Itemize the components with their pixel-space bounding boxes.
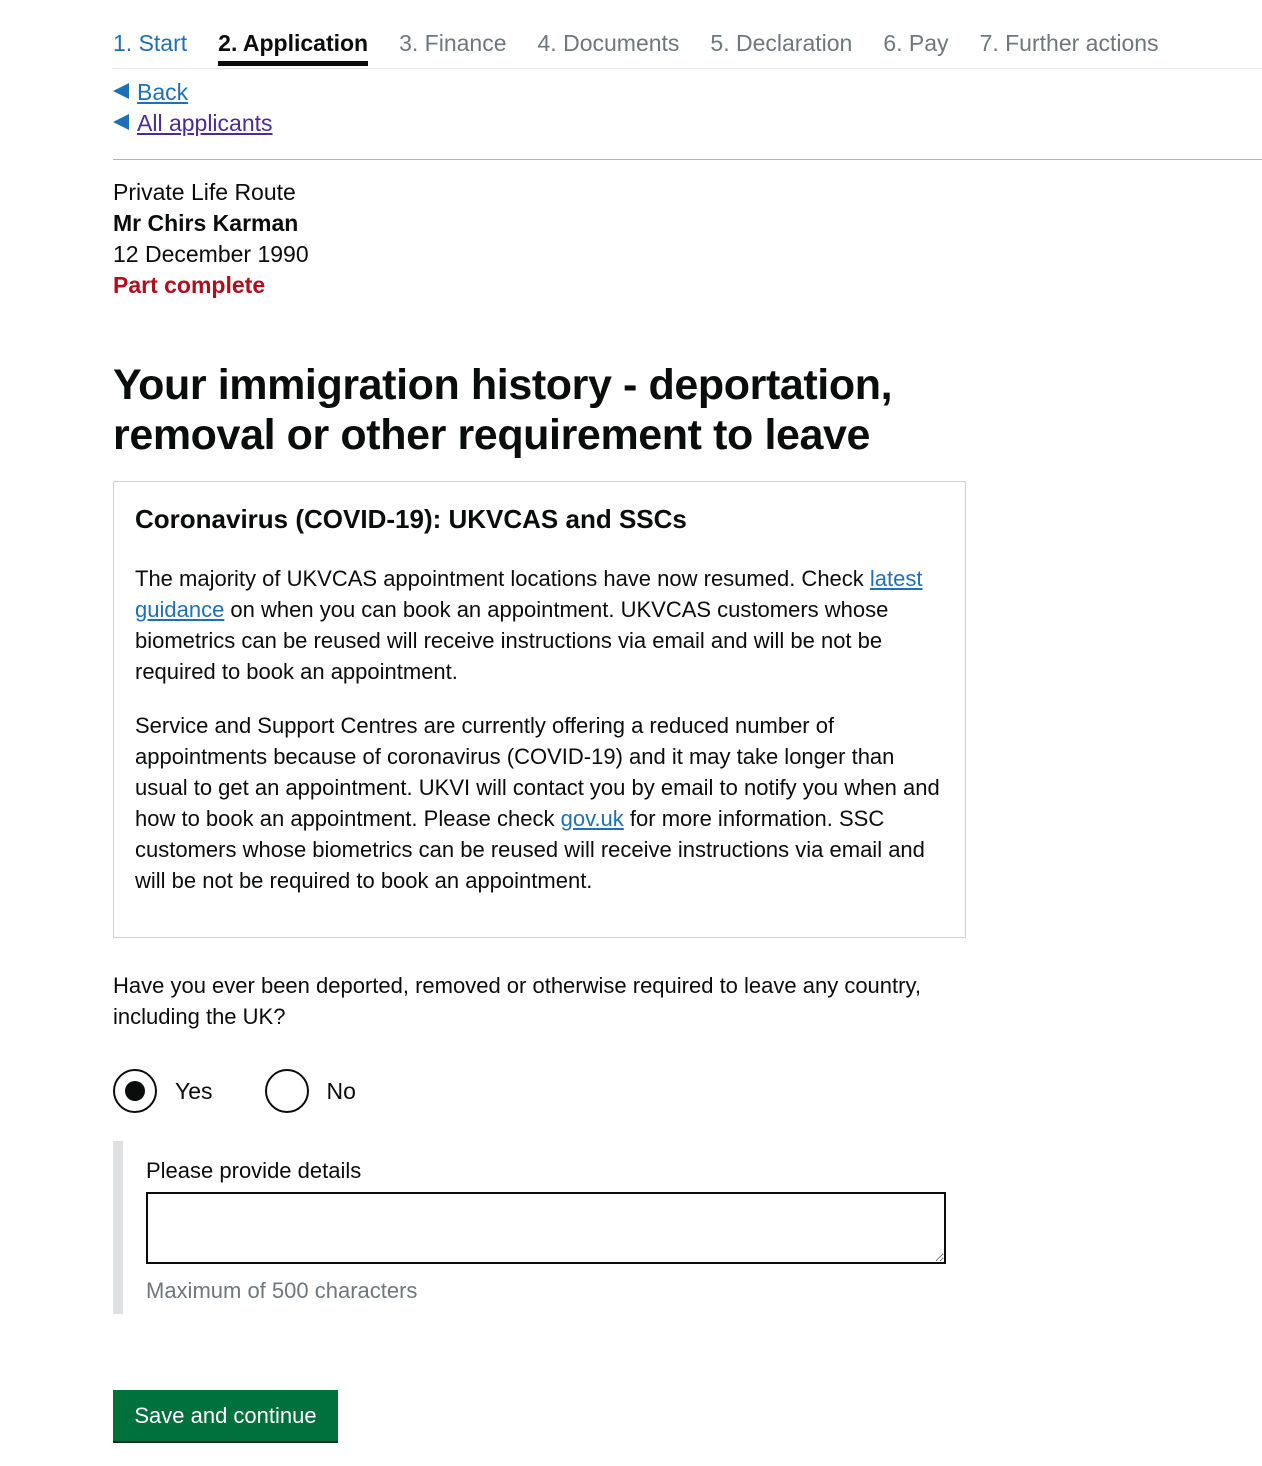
- step-item: 7. Further actions: [979, 30, 1159, 56]
- applicant-name: Mr Chirs Karman: [113, 210, 299, 236]
- page-title: Your immigration history - deportation, removal or other requirement to leave: [113, 361, 893, 459]
- radio-no-circle[interactable]: [265, 1069, 309, 1113]
- step-item: 6. Pay: [883, 30, 949, 56]
- radio-yes-label[interactable]: Yes: [175, 1077, 213, 1104]
- radio-yes[interactable]: [113, 1066, 213, 1116]
- step-item: 5. Declaration: [710, 30, 853, 56]
- gov-uk-link[interactable]: gov.uk: [560, 806, 624, 831]
- radio-no-label[interactable]: No: [326, 1077, 356, 1104]
- details-textarea[interactable]: [146, 1192, 946, 1264]
- status-badge: Part complete: [113, 272, 266, 298]
- notice-paragraph-2: [135, 710, 944, 896]
- deportation-question: Have you ever been deported, removed or otherwise required to leave any country, including the UK?: [113, 973, 921, 1029]
- step-item[interactable]: 1. Start: [113, 30, 188, 56]
- notice-text: The majority of UKVCAS appointment locations have now resumed. Check: [135, 566, 870, 591]
- left-triangle-icon: [113, 114, 129, 130]
- save-and-continue-button[interactable]: Save and continue: [113, 1390, 338, 1441]
- back-link[interactable]: Back: [137, 79, 189, 105]
- step-item: 2. Application: [218, 28, 368, 66]
- step-list: [113, 28, 1262, 66]
- applicant-summary: [113, 177, 309, 301]
- details-hint: Maximum of 500 characters: [146, 1278, 418, 1303]
- notice-paragraph-1: [135, 563, 944, 687]
- radio-yes-circle[interactable]: [113, 1069, 157, 1113]
- details-conditional-panel: [113, 1141, 983, 1314]
- notice-text: Service and Support Centres are currently offering a reduced number of appointments because of coronavirus (COVID-19) and it may take longer than usual to get an appointment. UKVI will contact you by email to notify you when and how to book an appointment. Please check: [135, 713, 940, 831]
- section-divider: [113, 159, 1262, 160]
- latest-guidance-link[interactable]: latest guidance: [135, 566, 923, 622]
- route-name: Private Life Route: [113, 179, 296, 205]
- details-label: Please provide details: [146, 1158, 362, 1183]
- notice-text: on when you can book an appointment. UKVCAS customers whose biometrics can be reused will receive instructions via email and will be not be required to book an appointment.: [135, 597, 889, 684]
- all-applicants-link[interactable]: All applicants: [137, 110, 273, 136]
- step-navigation: [113, 28, 1262, 69]
- back-link-row: [113, 78, 188, 106]
- left-triangle-icon: [113, 83, 129, 99]
- covid-notice-panel: [113, 481, 966, 938]
- step-item: 3. Finance: [399, 30, 507, 56]
- notice-text: for more information. SSC customers whose biometrics can be reused will receive instructions via email and will be not be required to book an appointment.: [135, 806, 925, 893]
- notice-title: Coronavirus (COVID-19): UKVCAS and SSCs: [135, 504, 687, 534]
- step-item: 4. Documents: [537, 30, 680, 56]
- yes-no-radio-group: [113, 1066, 408, 1116]
- radio-no[interactable]: [265, 1066, 356, 1116]
- all-applicants-link-row: [113, 109, 273, 137]
- applicant-dob: 12 December 1990: [113, 241, 309, 267]
